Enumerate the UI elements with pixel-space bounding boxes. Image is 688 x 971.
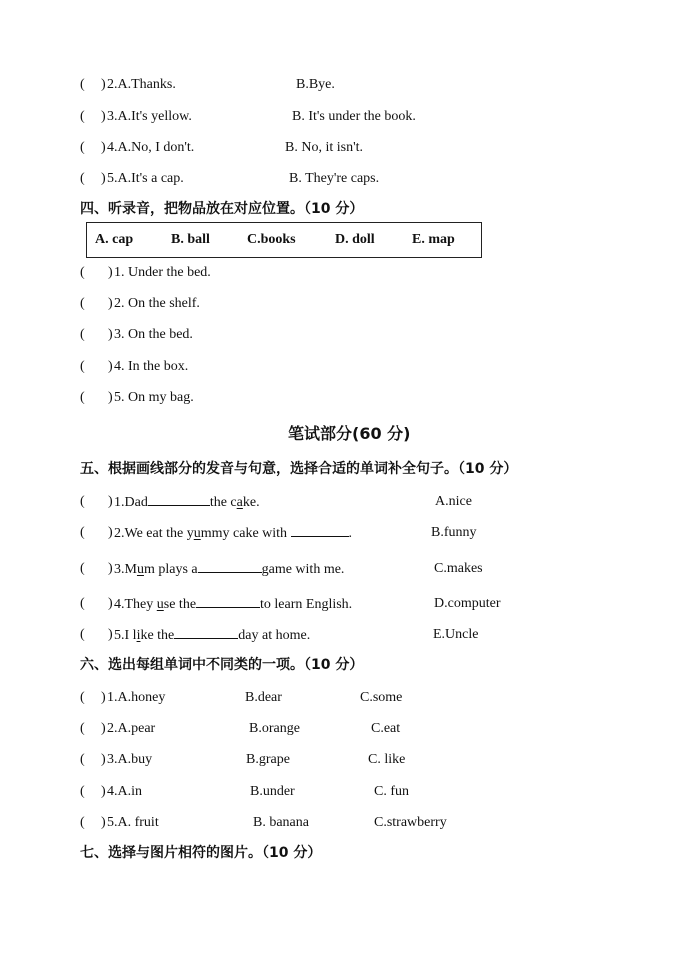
underlined-letter: u bbox=[136, 562, 144, 577]
question-text bbox=[114, 560, 344, 579]
underlined-letter: a bbox=[236, 495, 243, 510]
option-a: 4.A.No, I don't. bbox=[107, 140, 195, 155]
fill-blank bbox=[291, 524, 349, 537]
underlined-letter: i bbox=[136, 628, 141, 643]
answer-paren-close: ) bbox=[108, 494, 113, 509]
answer-paren-open: ( bbox=[80, 77, 85, 92]
answer-paren-close: ) bbox=[108, 525, 113, 540]
option-a: 4.A.in bbox=[107, 784, 142, 799]
answer-paren-open: ( bbox=[80, 359, 85, 374]
option-b: B. No, it isn't. bbox=[285, 140, 363, 155]
text-segment: m plays a bbox=[143, 562, 198, 577]
text-segment: mmy cake with bbox=[200, 526, 288, 541]
option-b: B. It's under the book. bbox=[292, 109, 416, 124]
text-segment: 1.Dad bbox=[114, 495, 148, 510]
text-segment: . bbox=[348, 526, 353, 541]
text-segment: se the bbox=[163, 597, 197, 612]
text-segment: game with me. bbox=[261, 562, 345, 577]
answer-paren-close: ) bbox=[101, 690, 106, 705]
option-c: C. like bbox=[368, 752, 406, 767]
answer-paren-open: ( bbox=[80, 627, 85, 642]
fill-blank bbox=[148, 493, 210, 506]
answer-paren-close: ) bbox=[101, 784, 106, 799]
section-heading-7: 七、选择与图片相符的图片。（10 分） bbox=[80, 845, 322, 861]
fill-blank bbox=[198, 560, 262, 573]
option-c: C. fun bbox=[374, 784, 409, 799]
question-text bbox=[114, 595, 352, 614]
answer-paren-open: ( bbox=[80, 525, 85, 540]
answer-paren-close: ) bbox=[108, 359, 113, 374]
page-title: 笔试部分(60 分) bbox=[288, 424, 411, 443]
answer-paren-close: ) bbox=[108, 296, 113, 311]
option-c: C.some bbox=[360, 690, 403, 705]
text-segment: 4.They bbox=[114, 597, 157, 612]
word-option: E.Uncle bbox=[433, 627, 479, 642]
word-option: A. cap bbox=[95, 232, 134, 247]
question-text: 2. On the shelf. bbox=[114, 296, 200, 311]
question-text bbox=[114, 524, 352, 543]
option-a: 1.A.honey bbox=[107, 690, 166, 705]
question-text: 5. On my bag. bbox=[114, 390, 194, 405]
answer-paren-open: ( bbox=[80, 596, 85, 611]
word-option: C.makes bbox=[434, 561, 483, 576]
option-b: B. banana bbox=[253, 815, 309, 830]
answer-paren-open: ( bbox=[80, 815, 85, 830]
option-b: B.Bye. bbox=[296, 77, 335, 92]
answer-paren-open: ( bbox=[80, 171, 85, 186]
answer-paren-close: ) bbox=[108, 327, 113, 342]
answer-paren-open: ( bbox=[80, 140, 85, 155]
option-c: C.strawberry bbox=[374, 815, 447, 830]
option-a: 3.A.buy bbox=[107, 752, 153, 767]
word-option: D. doll bbox=[335, 232, 375, 247]
option-c: C.eat bbox=[371, 721, 401, 736]
word-option: D.computer bbox=[434, 596, 501, 611]
text-segment: 3.M bbox=[114, 562, 137, 577]
answer-paren-close: ) bbox=[108, 265, 113, 280]
text-segment: the c bbox=[209, 495, 237, 510]
answer-paren-close: ) bbox=[101, 109, 106, 124]
answer-paren-close: ) bbox=[101, 171, 106, 186]
answer-paren-close: ) bbox=[108, 596, 113, 611]
option-a: 2.A.pear bbox=[107, 721, 156, 736]
text-segment: ke. bbox=[242, 495, 260, 510]
answer-paren-open: ( bbox=[80, 296, 85, 311]
answer-paren-open: ( bbox=[80, 494, 85, 509]
answer-paren-open: ( bbox=[80, 390, 85, 405]
question-text bbox=[114, 493, 260, 512]
answer-paren-close: ) bbox=[108, 390, 113, 405]
answer-paren-open: ( bbox=[80, 721, 85, 736]
answer-paren-open: ( bbox=[80, 265, 85, 280]
option-b: B.under bbox=[250, 784, 295, 799]
underlined-letter: u bbox=[156, 597, 164, 612]
answer-paren-open: ( bbox=[80, 561, 85, 576]
word-option: E. map bbox=[412, 232, 455, 247]
option-b: B. They're caps. bbox=[289, 171, 380, 186]
word-options-box bbox=[86, 222, 482, 258]
answer-paren-close: ) bbox=[101, 815, 106, 830]
answer-paren-close: ) bbox=[101, 140, 106, 155]
fill-blank bbox=[196, 595, 260, 608]
answer-paren-open: ( bbox=[80, 752, 85, 767]
text-segment: ke the bbox=[140, 628, 175, 643]
text-segment: 5.I l bbox=[114, 628, 137, 643]
word-option: A.nice bbox=[435, 494, 472, 509]
option-a: 5.A. fruit bbox=[107, 815, 159, 830]
word-option: C.books bbox=[247, 232, 296, 247]
text-segment: 2.We eat the y bbox=[114, 526, 194, 541]
answer-paren-open: ( bbox=[80, 690, 85, 705]
question-text: 3. On the bed. bbox=[114, 327, 193, 342]
option-a: 2.A.Thanks. bbox=[107, 77, 176, 92]
option-b: B.orange bbox=[249, 721, 300, 736]
question-text: 1. Under the bed. bbox=[114, 265, 211, 280]
fill-blank bbox=[174, 626, 238, 639]
word-option: B.funny bbox=[431, 525, 477, 540]
section-heading-6: 六、选出每组单词中不同类的一项。（10 分） bbox=[80, 657, 364, 673]
answer-paren-close: ) bbox=[108, 561, 113, 576]
answer-paren-close: ) bbox=[101, 721, 106, 736]
option-a: 3.A.It's yellow. bbox=[107, 109, 192, 124]
section-heading-4: 四、听录音，把物品放在对应位置。（10 分） bbox=[80, 201, 364, 217]
option-a: 5.A.It's a cap. bbox=[107, 171, 184, 186]
answer-paren-open: ( bbox=[80, 109, 85, 124]
question-text: 4. In the box. bbox=[114, 359, 189, 374]
answer-paren-close: ) bbox=[108, 627, 113, 642]
answer-paren-close: ) bbox=[101, 752, 106, 767]
answer-paren-close: ) bbox=[101, 77, 106, 92]
question-text bbox=[114, 626, 310, 645]
word-option: B. ball bbox=[171, 232, 210, 247]
text-segment: to learn English. bbox=[260, 597, 353, 612]
section-heading-5: 五、根据画线部分的发音与句意，选择合适的单词补全句子。（10 分） bbox=[80, 461, 518, 477]
option-b: B.dear bbox=[245, 690, 282, 705]
answer-paren-open: ( bbox=[80, 784, 85, 799]
answer-paren-open: ( bbox=[80, 327, 85, 342]
option-b: B.grape bbox=[246, 752, 290, 767]
underlined-letter: u bbox=[193, 526, 201, 541]
text-segment: day at home. bbox=[238, 628, 311, 643]
